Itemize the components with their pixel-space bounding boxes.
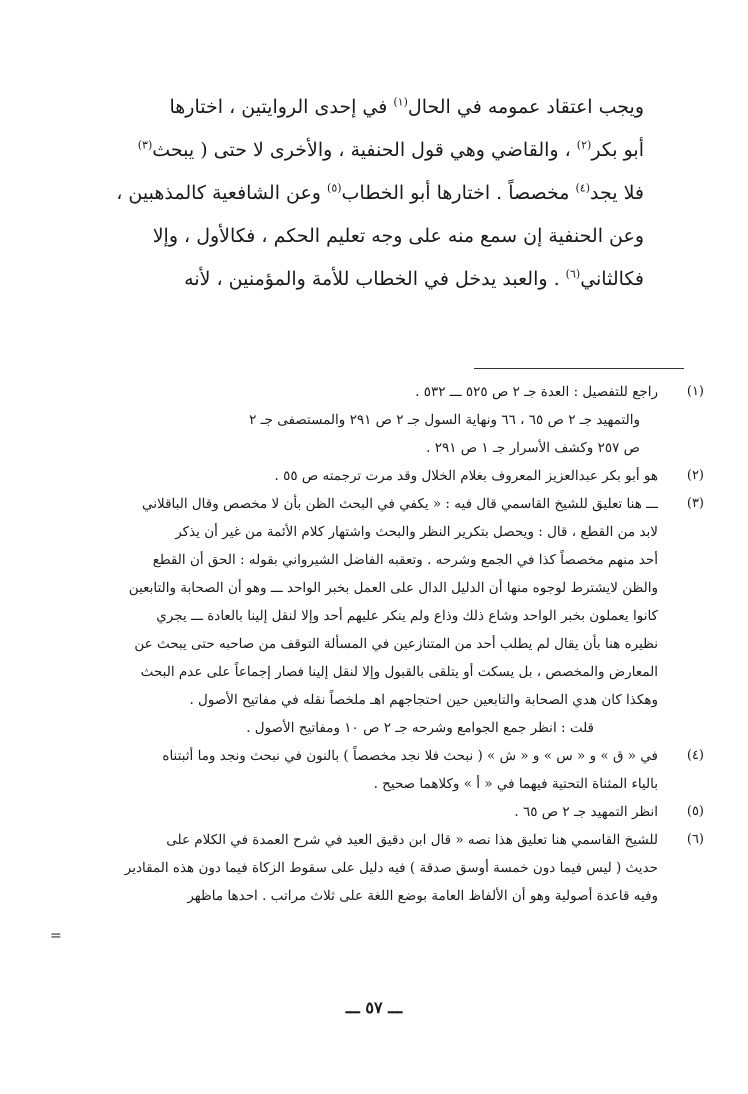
footnote-ref: (٢) — [576, 138, 592, 152]
footnote — [44, 798, 704, 826]
page-number: ـــ ٥٧ ـــ — [345, 998, 403, 1017]
text-run: وعن الحنفية إن سمع منه على وجه تعليم الحكم ، فكالأول ، وإلا — [152, 225, 644, 247]
footnote-line: وفيه قاعدة أصولية وهو أن الألفاظ العامة بوضع اللغة على ثلاث مراتب . احدها ماظهر — [187, 888, 658, 904]
footnote-line: بالياء المثناة التحتية فيهما في « أ » وكلاهما صحيح . — [373, 776, 658, 792]
text-run: . والعبد يدخل في الخطاب للأمة والمؤمنين ، لأنه — [184, 268, 566, 290]
footnote-line: راجع للتفصيل : العدة جـ ٢ ص ٥٢٥ ـــ ٥٣٢ . — [415, 384, 658, 400]
footnote — [44, 462, 704, 490]
main-text-line — [96, 172, 644, 215]
footnote-number: (٣) — [686, 496, 704, 511]
footnote-line: حديث ( ليس فيما دون خمسة أوسق صدقة ) فيه دليل على سقوط الزكاة فيما دون هذه المقادير — [124, 860, 658, 876]
footnote-number: (٢) — [686, 468, 704, 483]
text-run: في إحدى الروايتين ، اختارها — [169, 96, 394, 118]
footnote-line: في « ق » و « س » و « ش » ( نبحث فلا نجد مخصصاً ) بالنون في نبحث ونجد وما أثبتناه — [162, 748, 658, 764]
footnote-line: انظر التمهيد جـ ٢ ص ٦٥ . — [514, 804, 658, 820]
footnote-number: (٦) — [686, 832, 704, 847]
footnote-ref: (٥) — [327, 181, 342, 195]
text-run: مخصصاً . اختارها أبو الخطاب — [341, 182, 576, 204]
footnote-line: ـــ هنا تعليق للشيخ القاسمي قال فيه : « يكفي في البحث الظن بأن لا مخصص وقال الباقلاني — [142, 496, 658, 512]
footnote-ref: (٣) — [137, 138, 153, 152]
main-text-line — [96, 215, 644, 258]
footnote-number: (٥) — [686, 804, 704, 819]
footnote — [44, 490, 704, 742]
main-text-block — [96, 86, 644, 301]
footnote-separator — [474, 368, 684, 369]
text-run: ، والقاضي وهي قول الحنفية ، والأخرى لا حتى ( يبحث — [152, 139, 577, 161]
footnote-line: المعارض والمخصص ، بل يسكت أو يتلقى بالقبول وإلا لنقل إلينا فصار إجماعاً على عدم البحث — [140, 664, 658, 680]
text-run: وعن الشافعية كالمذهبين ، — [116, 182, 328, 204]
footnote-line: قلت : انظر جمع الجوامع وشرحه جـ ٢ ص ١٠ ومفاتيح الأصول . — [246, 720, 594, 736]
footnote — [44, 826, 704, 910]
footnote-ref: (٦) — [565, 267, 581, 281]
text-run: ويجب اعتقاد عمومه في الحال — [407, 96, 644, 118]
footnote-line: لابد من القطع ، قال : ويحصل بتكرير النظر والبحث واشتهار كلام الأئمة من غير أن يذكر — [175, 524, 658, 540]
footnote-line: نظيره هنا بأن يقال لم يطلب أحد من المتنازعين في المسألة التوقف من صاحبه حتى يبحث عن — [134, 636, 658, 652]
text-run: فلا يجد — [590, 182, 644, 204]
footnote-line: وهكذا كان هدي الصحابة والتابعين حين احتجاجهم اهـ ملخصاً نقله في مفاتيح الأصول . — [189, 692, 658, 708]
footnote — [44, 742, 704, 798]
footnote-line: ص ٢٥٧ وكشف الأسرار جـ ١ ص ٢٩١ . — [426, 440, 640, 456]
continuation-mark: = — [50, 928, 62, 944]
main-text-line — [96, 129, 644, 172]
footnote-line: والظن لايشترط لوجوه منها أن الدليل الدال على العمل بخبر الواحد ـــ وهو أن الصحابة والتابعين — [128, 580, 658, 596]
footnote-line: أحد منهم مخصصاً كذا في الجمع وشرحه . وتعقبه الفاضل الشيرواني بقوله : الحق أن القطع — [152, 552, 658, 568]
footnote-line: هو أبو بكر عبدالعزيز المعروف بغلام الخلال وقد مرت ترجمته ص ٥٥ . — [274, 468, 658, 484]
main-text-line — [96, 258, 644, 301]
footnote-ref: (١) — [393, 95, 408, 109]
footnote — [44, 378, 704, 462]
footnote-number: (١) — [686, 384, 704, 399]
footnote-number: (٤) — [686, 748, 704, 763]
footnote-line: كانوا يعملون بخبر الواحد وشاع ذلك وذاع ولم ينكر عليهم أحد وإلا لنقل إلينا بالعادة ـــ يجري — [156, 608, 658, 624]
footnotes-block — [44, 378, 704, 910]
text-run: أبو بكر — [591, 139, 644, 161]
main-text-line — [96, 86, 644, 129]
footnote-line: للشيخ القاسمي هنا تعليق هذا نصه « قال ابن دقيق العيد في شرح العمدة في الكلام على — [166, 832, 658, 848]
footnote-ref: (٤) — [575, 181, 590, 195]
text-run: فكالثاني — [580, 268, 644, 290]
footnote-line: والتمهيد جـ ٢ ص ٦٥ ، ٦٦ ونهاية السول جـ ٢ ص ٢٩١ والمستصفى جـ ٢ — [249, 412, 640, 428]
